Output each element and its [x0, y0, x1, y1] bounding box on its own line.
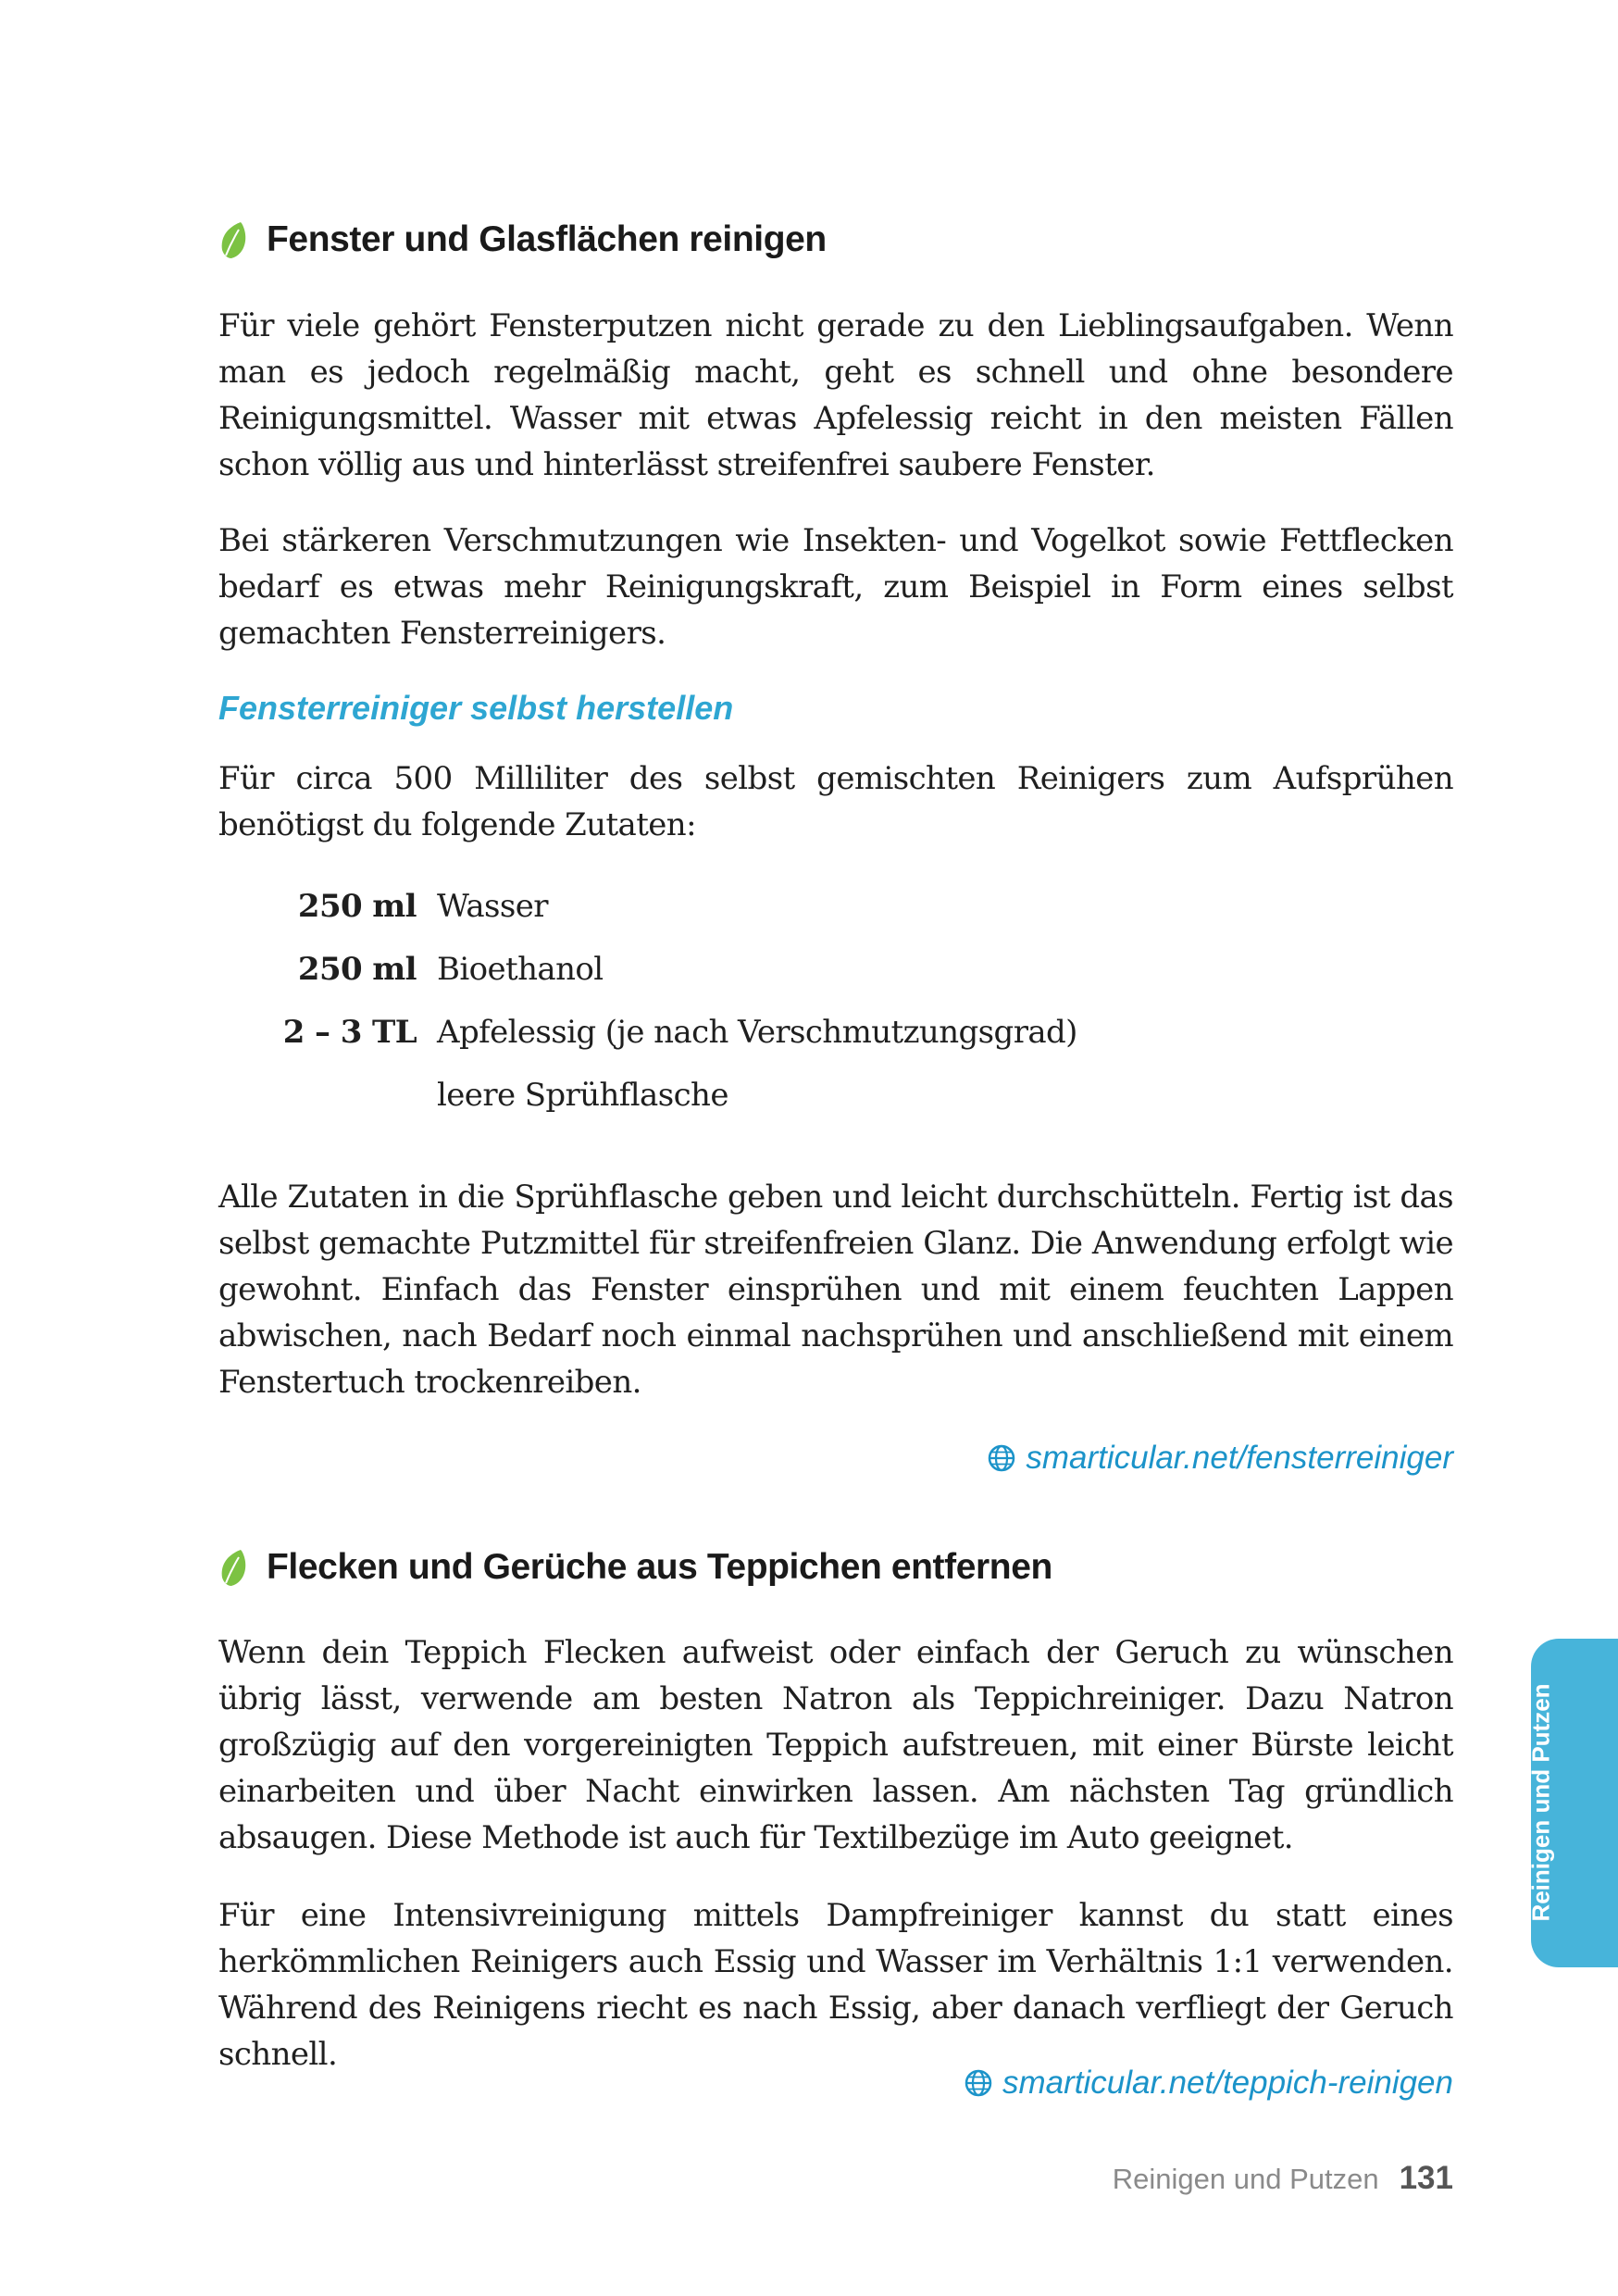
link-text: smarticular.net/teppich-reinigen: [1002, 2065, 1453, 2101]
section-title: Fenster und Glasflächen reinigen: [267, 219, 827, 259]
ingredient-name: Wasser: [437, 888, 548, 925]
paragraph: Für eine Intensivreinigung mittels Dampfreiniger kannst du statt eines herkömmlichen Reinigers auch Essig und Wasser im Verhältnis 1:1 verwenden. Während des Reinigens riecht es nach Essig, aber danach verfliegt der Geruch schnell.: [218, 1897, 1453, 2073]
globe-icon: [987, 1443, 1016, 1473]
paragraph: Alle Zutaten in die Sprühflasche geben und leicht durchschütteln. Fertig ist das selbst gemachte Putzmittel für streifenfreien Glanz. Die Anwendung erfolgt wie gewohnt. Einfach das Fenster einsprühen und mit einem feuchten Lappen abwischen, nach Bedarf noch einmal nachsprühen und anschließend mit einem Fenstertuch trockenreiben.: [218, 1179, 1453, 1401]
ingredient-name: leere Sprühflasche: [437, 1077, 728, 1114]
leaf-icon: [218, 1548, 250, 1587]
chapter-side-tab-label: Reinigen und Putzen: [1526, 1683, 1555, 1922]
ingredient-row: [218, 938, 1237, 1001]
ingredient-name: Apfelessig (je nach Verschmutzungsgrad): [437, 1014, 1077, 1051]
globe-icon: [964, 2068, 993, 2098]
footer-section-title: Reinigen und Putzen: [1112, 2163, 1379, 2195]
section-title: Flecken und Gerüche aus Teppichen entfernen: [267, 1547, 1052, 1587]
recipe-subheading: Fensterreiniger selbst herstellen: [218, 689, 734, 727]
ingredient-row: [218, 1001, 1237, 1064]
ingredient-amount: 250 ml: [297, 951, 417, 988]
paragraph: Wenn dein Teppich Flecken aufweist oder einfach der Geruch zu wünschen übrig lässt, verwende am besten Natron als Teppichreiniger. Dazu Natron großzügig auf den vorgereinigten Teppich aufstreuen, mit einer Bürste leicht einarbeiten und über Nacht einwirken lassen. Am nächsten Tag gründlich absaugen. Diese Methode ist auch für Textilbezüge im Auto geeignet.: [218, 1634, 1453, 1856]
section-heading-windows: [218, 219, 827, 260]
link-text: smarticular.net/fensterreiniger: [1026, 1440, 1453, 1476]
web-link[interactable]: [987, 1440, 1453, 1477]
ingredient-amount: 2 – 3 TL: [282, 1014, 417, 1051]
ingredient-amount: 250 ml: [297, 888, 417, 925]
web-link[interactable]: [964, 2065, 1453, 2102]
page-number: 131: [1399, 2160, 1453, 2196]
ingredient-list: [218, 875, 1237, 1127]
paragraph: Bei stärkeren Verschmutzungen wie Insekten- und Vogelkot sowie Fettflecken bedarf es etwas mehr Reinigungskraft, zum Beispiel in Form eines selbst gemachten Fensterreinigers.: [218, 522, 1453, 652]
section-heading-carpets: [218, 1547, 1052, 1588]
leaf-icon: [218, 220, 250, 259]
ingredient-row: [218, 875, 1237, 938]
ingredient-name: Bioethanol: [437, 951, 604, 988]
paragraph: Für viele gehört Fensterputzen nicht gerade zu den Lieblingsaufgaben. Wenn man es jedoch regelmäßig macht, geht es schnell und ohne besondere Reinigungsmittel. Wasser mit etwas Apfelessig reicht in den meisten Fällen schon völlig aus und hinterlässt streifenfrei saubere Fenster.: [218, 307, 1453, 483]
recipe-intro: Für circa 500 Milliliter des selbst gemischten Reinigers zum Aufsprühen benötigst du folgende Zutaten:: [218, 760, 1453, 843]
page-footer: [1113, 2160, 1453, 2197]
ingredient-row: [218, 1064, 1237, 1127]
